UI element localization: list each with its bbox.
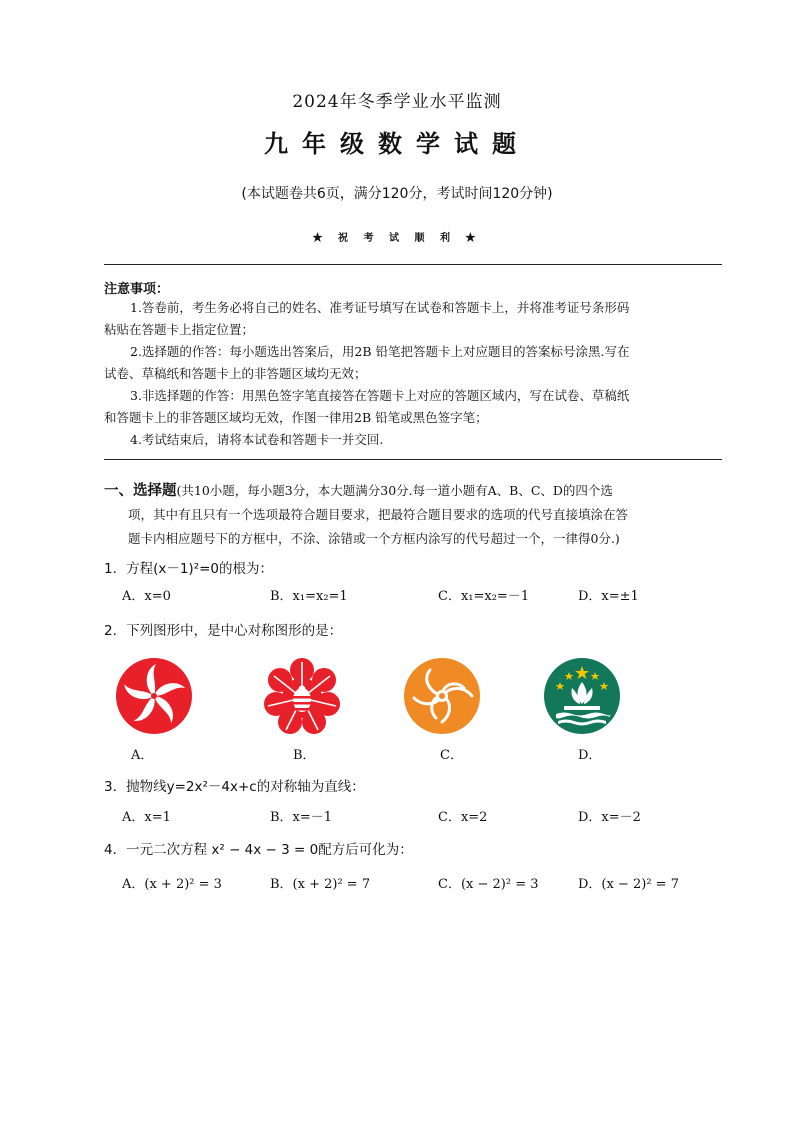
- question-stem: 2．下列图形中，是中心对称图形的是：: [104, 623, 343, 639]
- figure-label-c: C．: [440, 748, 463, 763]
- section-header: [104, 479, 724, 500]
- section-desc: 项，其中有且只有一个选项最符合题目要求，把最符合题目要求的选项的代号直接填涂在答: [128, 507, 629, 522]
- orange-swirl-emblem-icon: [402, 656, 482, 736]
- hong-kong-emblem-icon: [114, 656, 194, 736]
- exam-note: (本试题卷共6页，满分120分，考试时间120分钟): [241, 186, 553, 202]
- notice-line: 和答题卡上的非答题区域均无效，作图一律用2B 铅笔或黑色签字笔；: [104, 410, 488, 425]
- figure-label-a: A．: [131, 748, 154, 763]
- section-desc: 题卡内相应题号下的方框中，不涂、涂错或一个方框内涂写的代号超过一个，一律得0分.): [128, 531, 620, 546]
- notice-line: 4.考试结束后，请将本试卷和答题卡一并交回.: [130, 432, 384, 447]
- option-d: D．(x − 2)² = 7: [578, 877, 679, 892]
- option-d: D．x=±1: [578, 589, 639, 604]
- question-stem: 4．一元二次方程 x² − 4x − 3 = 0配方后可化为：: [104, 842, 413, 858]
- option-a: A．x=0: [122, 589, 171, 604]
- figure-label-d: D．: [578, 748, 602, 763]
- notice-title: 注意事项：: [104, 282, 170, 297]
- option-d: D．x=－2: [578, 810, 641, 825]
- red-flower-bee-emblem-icon: [262, 656, 342, 736]
- notice-line: 1.答卷前，考生务必将自己的姓名、准考证号填写在试卷和答题卡上，并将准考证号条形码: [130, 300, 630, 315]
- option-c: C．x₁=x₂=－1: [438, 589, 530, 604]
- bottom-divider: [104, 459, 722, 460]
- option-a: A．(x + 2)² = 3: [122, 877, 222, 892]
- section-title: 一、选择题: [104, 483, 177, 499]
- exam-name: 2024年冬季学业水平监测: [292, 92, 502, 112]
- good-luck-line: ★ 祝 考 试 顺 利 ★: [312, 233, 482, 244]
- option-b: B．(x + 2)² = 7: [270, 877, 371, 892]
- option-a: A．x=1: [122, 810, 171, 825]
- option-b: B．x₁=x₂=1: [270, 589, 348, 604]
- macau-emblem-icon: [542, 656, 622, 736]
- notice-line: 试卷、草稿纸和答题卡上的非答题区域均无效；: [104, 366, 367, 381]
- notice-line: 粘贴在答题卡上指定位置；: [104, 322, 255, 337]
- notice-line: 3.非选择题的作答：用黑色签字笔直接答在答题卡上对应的答题区域内，写在试卷、草稿纸: [130, 388, 630, 403]
- top-divider: [104, 264, 722, 265]
- section-desc: (共10小题，每小题3分，本大题满分30分.每一道小题有A、B、C、D的四个选: [176, 483, 613, 498]
- figure-label-b: B．: [293, 748, 316, 763]
- option-c: C．x=2: [438, 810, 488, 825]
- notice-line: 2.选择题的作答：每小题选出答案后，用2B 铅笔把答题卡上对应题目的答案标号涂黑.写在: [130, 344, 630, 359]
- question-stem: 1．方程(x－1)²=0的根为：: [104, 561, 274, 577]
- question-stem: 3．抛物线y=2x²－4x+c的对称轴为直线：: [104, 779, 365, 795]
- option-b: B．x=－1: [270, 810, 333, 825]
- option-c: C．(x − 2)² = 3: [438, 877, 539, 892]
- subject-title: 九年级数学试题: [264, 129, 530, 158]
